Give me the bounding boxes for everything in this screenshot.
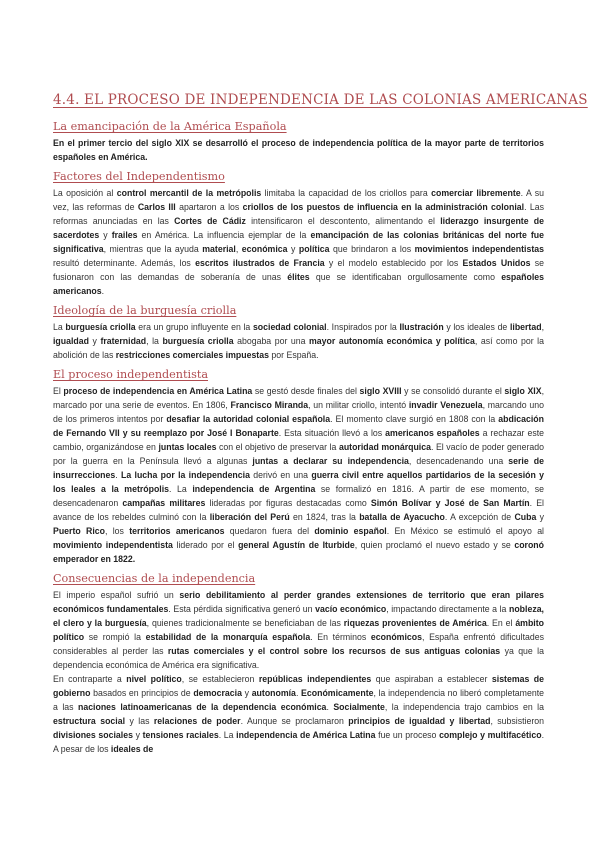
bold-text: sistemas de gobierno (53, 674, 545, 698)
bold-text: escritos ilustrados de Francia (195, 258, 325, 268)
bold-text: tensiones raciales (142, 730, 219, 740)
bold-text: igualdad (53, 336, 89, 346)
bold-text: coronó emperador en 1822. (53, 540, 544, 564)
bold-text: movimiento independentista (53, 540, 173, 550)
bold-text: Simón Bolívar y José de San Martín (370, 498, 530, 508)
bold-text: siglo XVIII (359, 386, 402, 396)
bold-text: liberación del Perú (209, 512, 290, 522)
text-run: . El vacío de poder generado por la guerra en la Península llevó a algunas (53, 442, 544, 466)
text-run: y (287, 244, 299, 254)
text-run: quedaron fuera del (224, 526, 315, 536)
text-run: . A pesar de los (53, 730, 545, 754)
text-run: se formalizó en 1816. A partir de ese momento, se desencadenaron (53, 484, 544, 508)
bold-text: vacío económico (315, 604, 387, 614)
bold-text: principios de igualdad y libertad (348, 716, 491, 726)
bold-text: movimientos independentistas (414, 244, 544, 254)
bold-text: Estados Unidos (462, 258, 531, 268)
text-run: , mientras que la ayuda (103, 244, 203, 254)
text-run: , los (104, 526, 130, 536)
text-run: , marcando uno de los primeros intentos por (53, 400, 544, 424)
bold-text: democracia (193, 688, 242, 698)
text-run: era un grupo influyente en la (135, 322, 253, 332)
section-paragraph (53, 186, 544, 298)
bold-text: Puerto Rico (53, 526, 105, 536)
bold-text: estructura social (53, 716, 126, 726)
text-run: , (235, 244, 242, 254)
bold-text: americanos españoles (385, 428, 480, 438)
bold-text: invadir Venezuela (408, 400, 483, 410)
text-run: fue un proceso (375, 730, 440, 740)
text-run: En contraparte a (53, 674, 127, 684)
bold-text: fraternidad (100, 336, 147, 346)
text-run: . Las reformas anunciadas en las (53, 202, 544, 226)
bold-text: nivel político (126, 674, 182, 684)
text-run: . Esta situación llevó a los (278, 428, 386, 438)
text-run: . El avance de los rebeldes culminó con la (53, 498, 544, 522)
bold-text: divisiones sociales (53, 730, 133, 740)
bold-text: autonomía (251, 688, 296, 698)
bold-text: control mercantil de la metrópolis (116, 188, 262, 198)
text-run: , quienes tradicionalmente se beneficiaban de las (146, 618, 344, 628)
bold-text: serio debilitamiento al perder grandes extensiones de territorio que eran pilares económicos fundamentales (53, 590, 544, 614)
text-run: , la independencia no liberó completamente a las (53, 688, 544, 712)
bold-text: repúblicas independientes (258, 674, 372, 684)
text-run: . En términos (310, 632, 371, 642)
bold-text: Socialmente (333, 702, 385, 712)
bold-text: naciones latinoamericanas de la dependencia económica (77, 702, 327, 712)
bold-text: sociedad colonial (252, 322, 327, 332)
text-run: . (101, 286, 105, 296)
section-heading: La emancipación de la América Española (53, 120, 287, 133)
text-run: . Inspirados por la (326, 322, 400, 332)
bold-text: Ilustración (399, 322, 444, 332)
bold-text: La lucha por la independencia (121, 470, 250, 480)
text-run: , subsistieron (490, 716, 545, 726)
text-run: en 1824, tras la (289, 512, 360, 522)
text-run: liderado por el (172, 540, 239, 550)
text-run: , la independencia trajo cambios en la (384, 702, 544, 712)
text-run: . (295, 688, 302, 698)
text-run: , desencadenando una (408, 456, 509, 466)
text-run: por España. (268, 350, 319, 360)
text-run: se fusionaron con las demandas de soberanía de unas (53, 258, 544, 282)
text-run: derivó en una (249, 470, 312, 480)
text-run: . En el (486, 618, 516, 628)
bold-text: campañas militares (122, 498, 206, 508)
text-run: . Aunque se proclamaron (240, 716, 349, 726)
bold-text: Francisco Miranda (230, 400, 309, 410)
bold-text: desafiar la autoridad colonial española (166, 414, 331, 424)
text-run: y el modelo establecido por los (324, 258, 463, 268)
section-heading: Factores del Independentismo (53, 170, 225, 183)
text-run: , así como por la abolición de las (53, 336, 544, 360)
text-run: , un militar criollo, intentó (308, 400, 409, 410)
bold-text: Cortes de Cádiz (174, 216, 246, 226)
text-run: El imperio español sufrió un (53, 590, 180, 600)
section-paragraph (53, 588, 544, 672)
text-run: y se consolidó durante el (401, 386, 505, 396)
bold-text: juntas locales (158, 442, 217, 452)
section-heading: Ideología de la burguesía criolla (53, 304, 237, 317)
bold-text: emancipación de las colonias británicas del norte fue significativa (53, 230, 544, 254)
text-run: se gestó desde finales del (252, 386, 360, 396)
bold-text: serie de insurrecciones (53, 456, 545, 480)
text-run: ya que la dependencia económica de América era significativa. (53, 646, 544, 670)
bold-text: política (298, 244, 330, 254)
bold-text: frailes (111, 230, 138, 240)
bold-text: libertad (509, 322, 542, 332)
section-paragraph (53, 384, 544, 566)
text-run: . (326, 702, 334, 712)
text-run: basados en principios de (90, 688, 194, 698)
text-run: con el objetivo de preservar la (216, 442, 339, 452)
text-run: , marcado por una serie de eventos. En 1806, (53, 386, 544, 410)
text-run: limitaba la capacidad de los criollos para (261, 188, 432, 198)
bold-text: batalla de Ayacucho (359, 512, 445, 522)
bold-text: relaciones de poder (153, 716, 241, 726)
section-paragraph (53, 672, 544, 756)
text-run: se rompió la (84, 632, 146, 642)
bold-text: dominio español (314, 526, 387, 536)
text-run: en América. La influencia ejemplar de la (137, 230, 311, 240)
text-run: La oposición al (53, 188, 117, 198)
bold-text: liderazgo insurgente de sacerdotes (53, 216, 545, 240)
bold-text: En el primer tercio del siglo XIX se desarrolló el proceso de independencia política de la mayor parte de territorios españoles en América. (53, 138, 544, 162)
text-run: El (53, 386, 64, 396)
text-run: La (53, 322, 66, 332)
text-run: y (241, 688, 252, 698)
bold-text: rutas comerciales y el control sobre los recursos de sus antiguas colonias (167, 646, 501, 656)
text-run: que brindaron a los (329, 244, 415, 254)
section-paragraph (53, 320, 544, 362)
bold-text: económica (241, 244, 288, 254)
bold-text: complejo y multifacético (439, 730, 542, 740)
bold-text: criollos de los puestos de influencia en la administración colonial (242, 202, 525, 212)
text-run: , se establecieron (181, 674, 259, 684)
bold-text: nobleza, el clero y la burguesía (53, 604, 544, 628)
bold-text: mayor autonomía económica y política (309, 336, 475, 346)
bold-text: ideales de (110, 744, 154, 754)
page-title: 4.4. EL PROCESO DE INDEPENDENCIA DE LAS COLONIAS AMERICANAS (53, 92, 588, 108)
text-run: . En México se estimuló el apoyo al (386, 526, 545, 536)
bold-text: juntas a declarar su independencia (252, 456, 409, 466)
bold-text: españoles americanos (53, 272, 544, 296)
bold-text: autoridad monárquica (338, 442, 431, 452)
bold-text: proceso de independencia en América Latina (63, 386, 253, 396)
text-run: y los ideales de (443, 322, 510, 332)
text-run: abogaba por una (233, 336, 310, 346)
bold-text: restricciones comerciales impuestas (115, 350, 269, 360)
section-heading: Consecuencias de la independencia (53, 572, 256, 585)
text-run: y las (125, 716, 154, 726)
section-heading: El proceso independentista (53, 368, 208, 381)
text-run: , (541, 322, 544, 332)
text-run: . El momento clave surgió en 1808 con la (330, 414, 499, 424)
text-run: . La (169, 484, 193, 494)
text-run: intensificaron el descontento, alimentando el (245, 216, 441, 226)
text-run: , la (146, 336, 163, 346)
text-run: lideradas por figuras destacadas como (205, 498, 371, 508)
bold-text: siglo XIX (504, 386, 542, 396)
text-run: , España enfrentó dificultades considerables al perder las (53, 632, 544, 656)
bold-text: Económicamente (301, 688, 374, 698)
bold-text: élites (287, 272, 310, 282)
text-run: y (99, 230, 112, 240)
text-run: , impactando directamente a la (386, 604, 509, 614)
text-run: . Esta pérdida significativa generó un (168, 604, 316, 614)
text-run: resultó determinante. Además, los (53, 258, 196, 268)
text-run: que aspiraban a establecer (371, 674, 492, 684)
bold-text: Carlos III (137, 202, 176, 212)
bold-text: abdicación de Fernando VII y su reemplazo por José I Bonaparte (53, 414, 544, 438)
text-run: . A excepción de (444, 512, 515, 522)
bold-text: riquezas provenientes de América (343, 618, 487, 628)
text-run: , quien proclamó el nuevo estado y se (354, 540, 515, 550)
bold-text: general Agustín de Iturbide (238, 540, 355, 550)
bold-text: burguesía criolla (65, 322, 136, 332)
document-body (53, 120, 544, 756)
bold-text: territorios americanos (129, 526, 225, 536)
text-run: . A su vez, las reformas de (53, 188, 544, 212)
text-run: y (132, 730, 143, 740)
bold-text: burguesía criolla (162, 336, 234, 346)
text-run: que se identificaban orgullosamente como (309, 272, 502, 282)
bold-text: económicos (370, 632, 422, 642)
bold-text: independencia de América Latina (236, 730, 376, 740)
text-run: a rechazar este cambio, organizándose en (53, 428, 544, 452)
text-run: y (536, 512, 544, 522)
text-run: . La (218, 730, 237, 740)
section-paragraph (53, 136, 544, 164)
bold-text: material (202, 244, 236, 254)
bold-text: Cuba (514, 512, 537, 522)
text-run: apartaron a los (175, 202, 243, 212)
bold-text: comerciar libremente (431, 188, 521, 198)
text-run: y (88, 336, 101, 346)
bold-text: ámbito político (53, 618, 544, 642)
bold-text: guerra civil entre aquellos partidarios de la secesión y los leales a la metrópolis (53, 470, 544, 494)
text-run: . (115, 470, 121, 480)
bold-text: independencia de Argentina (192, 484, 316, 494)
bold-text: estabilidad de la monarquía española (145, 632, 311, 642)
